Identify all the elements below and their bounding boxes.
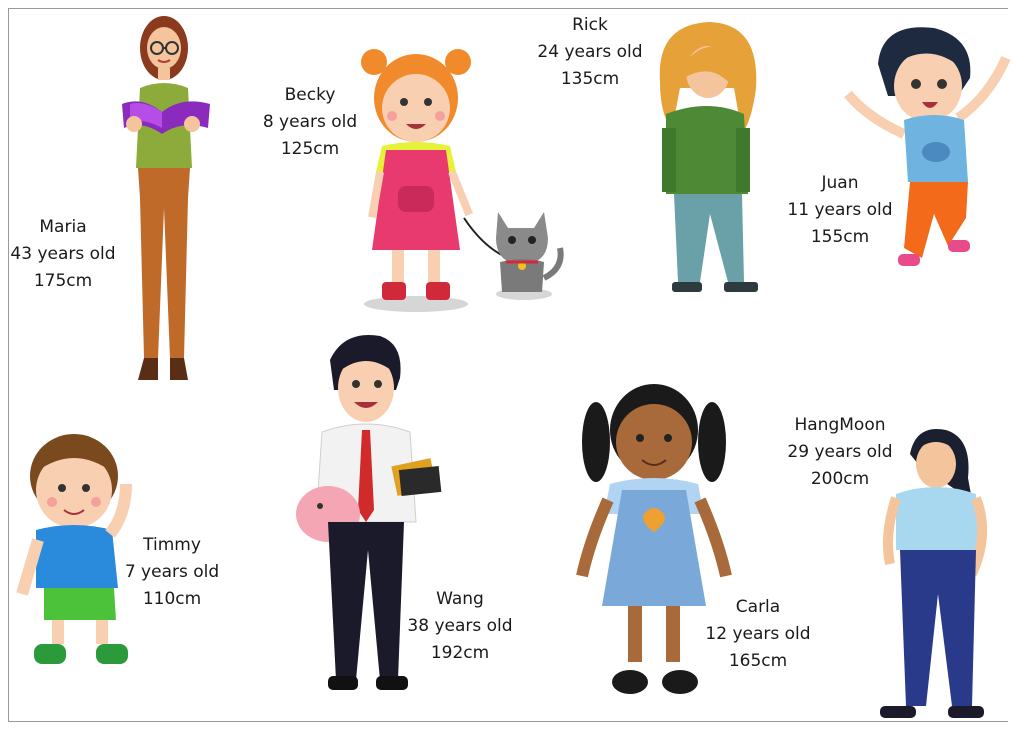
becky-age: 8 years old: [262, 112, 358, 132]
maria-label: [4, 214, 122, 295]
wang-age: 38 years old: [407, 616, 513, 636]
carla-height: 165cm: [728, 651, 788, 671]
wang-label: [400, 586, 520, 667]
carla-name: Carla: [735, 597, 781, 617]
juan-age: 11 years old: [787, 200, 893, 220]
carla-label: [698, 594, 818, 675]
wang-height: 192cm: [430, 643, 490, 663]
maria-figure: [100, 8, 220, 386]
rick-name: Rick: [572, 15, 608, 35]
becky-figure: [352, 42, 482, 312]
timmy-label: [112, 532, 232, 613]
timmy-name: Timmy: [143, 535, 201, 555]
maria-age: 43 years old: [10, 244, 116, 264]
becky-height: 125cm: [280, 139, 340, 159]
rick-height: 135cm: [560, 69, 620, 89]
carla-age: 12 years old: [705, 624, 811, 644]
becky-label: [260, 82, 360, 163]
rick-figure: [648, 18, 764, 298]
hangmoon-name: HangMoon: [794, 415, 886, 435]
maria-height: 175cm: [33, 271, 93, 291]
rick-label: [530, 12, 650, 93]
wang-name: Wang: [436, 589, 484, 609]
juan-name: Juan: [821, 173, 859, 193]
juan-label: [780, 170, 900, 251]
juan-height: 155cm: [810, 227, 870, 247]
cat-figure: [464, 208, 574, 304]
timmy-age: 7 years old: [124, 562, 220, 582]
timmy-height: 110cm: [142, 589, 202, 609]
hangmoon-label: [780, 412, 900, 493]
maria-name: Maria: [39, 217, 87, 237]
becky-name: Becky: [284, 85, 336, 105]
hangmoon-age: 29 years old: [787, 442, 893, 462]
rick-age: 24 years old: [537, 42, 643, 62]
hangmoon-height: 200cm: [810, 469, 870, 489]
